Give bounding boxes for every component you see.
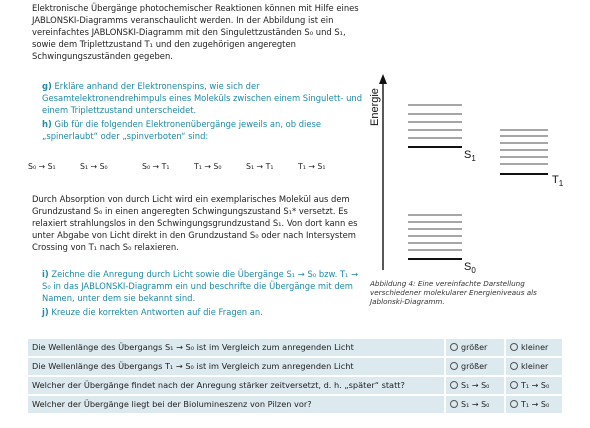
radio-circle-icon[interactable] — [510, 381, 518, 389]
question-j-label: j) — [42, 307, 49, 317]
energy-axis-arrowhead — [379, 74, 387, 84]
transition-item: S₁ → T₁ — [246, 162, 274, 171]
table-row — [28, 396, 562, 413]
question-h-label: h) — [42, 119, 52, 129]
question-j-text: Kreuze die korrekten Antworten auf die Fragen an. — [51, 307, 263, 317]
radio-circle-icon[interactable] — [510, 400, 518, 408]
option-1[interactable] — [446, 396, 504, 413]
option-2-label: kleiner — [521, 362, 549, 371]
absorption-paragraph: Durch Absorption von durch Licht wird ein exemplarisches Molekül aus dem Grundzustand S₀ in einen angeregten Schwingungszustand S₁* versetzt. Es relaxiert strahlungslos in den Schwingungsgrundzustand S₁. Von dort kann es unter Abgabe von Licht direkt in den Grundzustand S₀ oder nach Intersystem Crossing von T₁ nach S₀ relaxieren. — [32, 194, 358, 252]
table-row — [28, 339, 562, 356]
s1-levels — [408, 105, 462, 147]
option-1-label: größer — [461, 343, 488, 352]
transition-item: S₀ → S₁ — [28, 162, 56, 171]
radio-circle-icon[interactable] — [450, 381, 458, 389]
table-question: Die Wellenlänge des Übergangs T₁ → S₀ ist im Vergleich zum anregenden Licht — [28, 358, 444, 375]
answer-table — [28, 339, 562, 415]
table-row — [28, 377, 562, 394]
s0-label: $S_0$ — [464, 261, 476, 275]
option-1[interactable] — [446, 339, 504, 356]
radio-circle-icon[interactable] — [450, 400, 458, 408]
question-g — [42, 80, 372, 116]
transition-list — [28, 161, 358, 175]
transition-item: S₀ → T₁ — [142, 162, 170, 171]
transition-item: S₁ → S₀ — [80, 162, 108, 171]
table-question: Welcher der Übergänge findet nach der Anregung stärker zeitversetzt, d. h. „später“ statt? — [28, 377, 444, 394]
option-1-label: S₁ → S₀ — [461, 400, 490, 409]
option-1[interactable] — [446, 358, 504, 375]
question-g-label: g) — [42, 81, 52, 91]
radio-circle-icon[interactable] — [450, 362, 458, 370]
option-2-label: kleiner — [521, 343, 549, 352]
transition-item: T₁ → S₁ — [298, 162, 326, 171]
table-row — [28, 358, 562, 375]
transition-item: T₁ → S₀ — [194, 162, 222, 171]
radio-circle-icon[interactable] — [450, 343, 458, 351]
option-2[interactable] — [506, 358, 562, 375]
option-1-label: S₁ → S₀ — [461, 381, 490, 390]
t1-label: $T_1$ — [552, 174, 564, 188]
jablonski-diagram — [364, 70, 590, 280]
question-h-text: Gib für die folgenden Elektronenübergänge jeweils an, ob diese „spinerlaubt“ oder „spinverboten“ sind: — [42, 119, 322, 141]
option-1-label: größer — [461, 362, 488, 371]
figure-caption: Abbildung 4: Eine vereinfachte Darstellung verschiedener molekularer Energieniveaus als Jablonski-Diagramm. — [370, 279, 537, 306]
option-2-label: T₁ → S₀ — [521, 381, 550, 390]
table-question: Welcher der Übergänge liegt bei der Biolumineszenz von Pilzen vor? — [28, 396, 444, 413]
option-1[interactable] — [446, 377, 504, 394]
t1-levels — [500, 130, 548, 174]
table-question: Die Wellenlänge des Übergangs S₁ → S₀ ist im Vergleich zum anregenden Licht — [28, 339, 444, 356]
radio-circle-icon[interactable] — [510, 343, 518, 351]
question-g-text: Erkläre anhand der Elektronenspins, wie sich der Gesamtelektronendrehimpuls eines Moleküls zwischen einem Singulett- und einem Triplettzustand unterscheidet. — [42, 81, 363, 115]
option-2[interactable] — [506, 377, 562, 394]
energy-axis-label: Energie — [369, 88, 381, 126]
option-2[interactable] — [506, 339, 562, 356]
question-j — [42, 306, 362, 318]
question-i-label: i) — [42, 269, 49, 279]
question-i — [42, 268, 362, 304]
option-2[interactable] — [506, 396, 562, 413]
question-i-text: Zeichne die Anregung durch Licht sowie die Übergänge S₁ → S₀ bzw. T₁ → S₀ in das JABLONSKI-Diagramm ein und beschrifte die Übergänge mit dem Namen, unter dem sie bekannt sind. — [42, 269, 359, 303]
option-2-label: T₁ → S₀ — [521, 400, 550, 409]
radio-circle-icon[interactable] — [510, 362, 518, 370]
question-h — [42, 118, 372, 142]
s1-label: $S_1$ — [464, 149, 476, 163]
intro-paragraph: Elektronische Übergänge photochemischer Reaktionen können mit Hilfe eines JABLONSKI-Diagramms veranschaulicht werden. In der Abbildung ist ein vereinfachtes JABLONSKI-Diagramm mit den Singulettzuständen S₀ und S₁, sowie dem Triplettzustand T₁ und den zugehörigen angeregten Schwingungszuständen gegeben. — [32, 3, 359, 61]
s0-levels — [408, 215, 462, 259]
